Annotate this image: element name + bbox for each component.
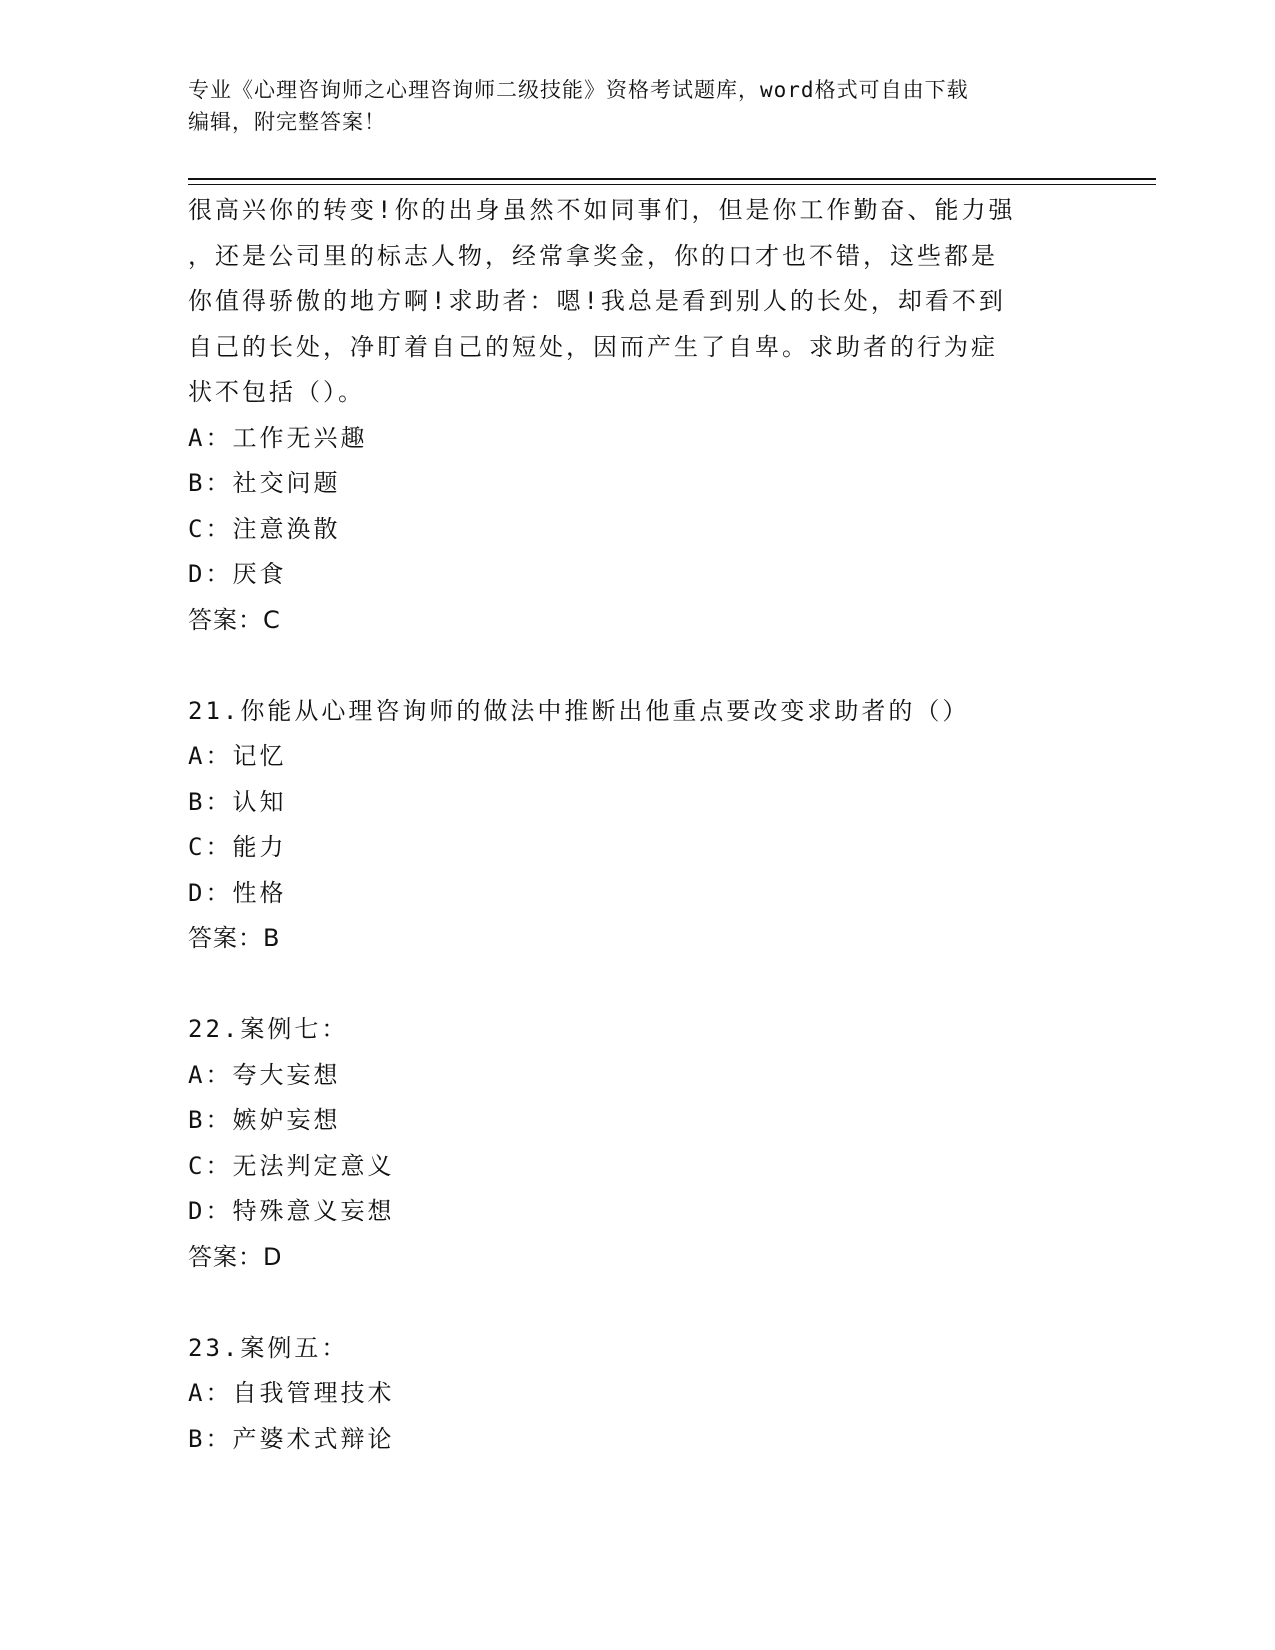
option-b: B：产婆术式辩论 xyxy=(188,1424,395,1453)
question-stem: 23.案例五： xyxy=(188,1333,349,1362)
question-stem: 22.案例七： xyxy=(188,1015,349,1043)
header-line-1: 专业《心理咨询师之心理咨询师二级技能》资格考试题库，word格式可自由下载 xyxy=(188,78,969,102)
question-stem-line: 很高兴你的转变!你的出身虽然不如同事们，但是你工作勤奋、能力强 xyxy=(188,196,1016,224)
option-d: D：特殊意义妄想 xyxy=(188,1197,395,1225)
option-a: A：自我管理技术 xyxy=(188,1379,395,1407)
spacer xyxy=(188,962,1088,1008)
question-list xyxy=(188,188,1088,1462)
option-c: C：能力 xyxy=(188,833,287,861)
spacer xyxy=(188,1280,1088,1326)
option-a: A：工作无兴趣 xyxy=(188,423,368,452)
option-c: C：注意涣散 xyxy=(188,514,341,543)
question-23 xyxy=(188,1326,1088,1463)
spacer xyxy=(188,643,1088,689)
option-b: B：认知 xyxy=(188,787,287,816)
answer-line: 答案：D xyxy=(188,1242,283,1271)
question-21 xyxy=(188,689,1088,962)
header-line-2: 编辑，附完整答案！ xyxy=(188,110,386,134)
answer-line: 答案：B xyxy=(188,924,281,952)
option-a: A：记忆 xyxy=(188,742,287,770)
answer-line: 答案：C xyxy=(188,605,281,634)
question-stem-line: 你值得骄傲的地方啊!求助者：嗯!我总是看到别人的长处，却看不到 xyxy=(188,287,1006,315)
question-stem: 21.你能从心理咨询师的做法中推断出他重点要改变求助者的（） xyxy=(188,696,970,725)
question-stem-line: ，还是公司里的标志人物，经常拿奖金，你的口才也不错，这些都是 xyxy=(188,241,998,270)
option-b: B：嫉妒妄想 xyxy=(188,1106,341,1134)
header-divider-thick xyxy=(188,178,1156,180)
option-d: D：厌食 xyxy=(188,560,287,588)
option-d: D：性格 xyxy=(188,878,287,907)
document-header xyxy=(188,74,1088,138)
question-stem-line: 状不包括（）。 xyxy=(188,378,365,406)
question-22 xyxy=(188,1007,1088,1280)
question-20 xyxy=(188,188,1088,643)
header-divider-thin xyxy=(188,184,1156,185)
option-b: B：社交问题 xyxy=(188,469,341,497)
option-a: A：夸大妄想 xyxy=(188,1060,341,1089)
question-stem-line: 自己的长处，净盯着自己的短处，因而产生了自卑。求助者的行为症 xyxy=(188,332,998,361)
option-c: C：无法判定意义 xyxy=(188,1151,395,1180)
